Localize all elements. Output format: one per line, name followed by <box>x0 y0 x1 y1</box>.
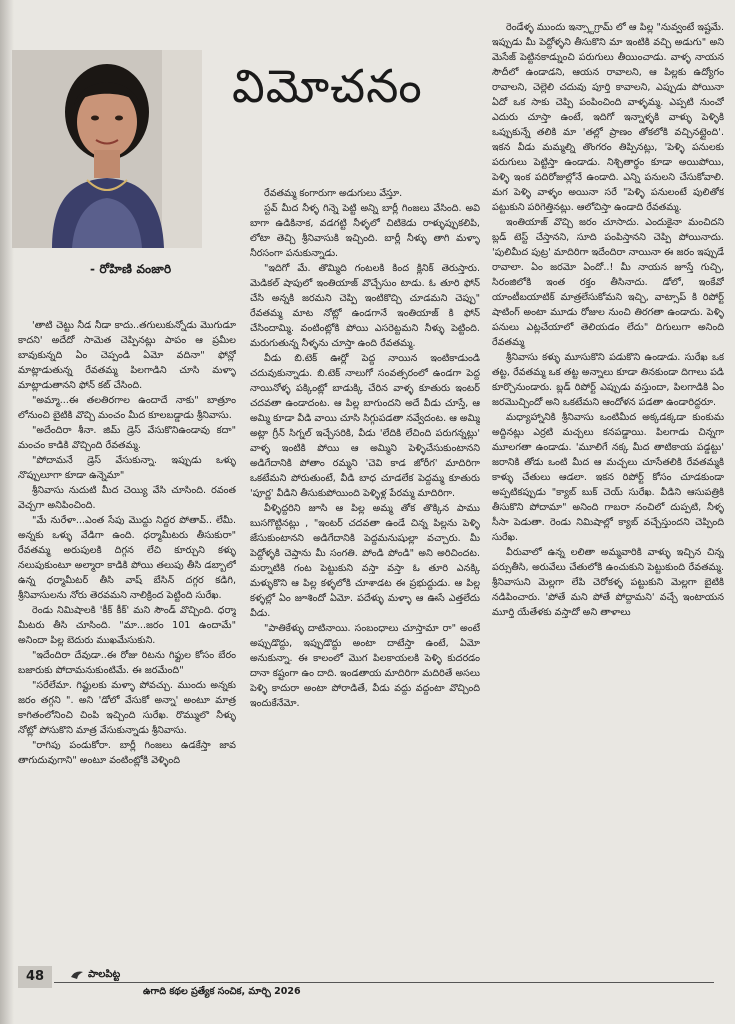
footer-divider <box>54 982 714 983</box>
paragraph: ఇంతియాజ్ వొచ్చి జరం చూసాదు. ఎందుకైనా మంచిదని బ్లడ్ టెస్ట్ చేస్తానని, సూది పంపిస్తానని చెప్పి పోయినాదు. 'పులిమీద పుట్ర' మాదిరిగా ఇదేందిరా నాయినా ఈ జరం ఇప్పుడే రావాలా. ఏం జరమో ఏందో..! మీ నాయన జూస్తే గుచ్చి, సిరంజిలోకి ఇంత రక్తం తీసినాదు. డోలో, ఇంకేవో యాంటీబయాటిక్ మాత్రలేసుకోమని ఇచ్చి, వాట్సాప్ కి రిపోర్ట్ షాటింగ్ అంటా మూడు రోజుల నుంచి తిరగతా ఉండాదు. పెళ్ళి పనులు ఎట్లచేయాలో తెలియడం లేదు" దిగులుగా అనింది రేవతమ్మ <box>492 217 724 348</box>
paragraph: వీరువాలో ఉన్న లలితా అమ్మవారికి వాళ్ళు ఇచ్చిన చిన్న పర్సుతీసి, అరువేలు చేతులోకి ఉంచుకుని పెట్టుకుంది రేవతమ్మ. శ్రీనివాసుని మెల్లగా లేపి చెరోకళ్ళ పట్టుకుని మెల్లగా బైటికి నడిపించారు. 'పోతే మని పోతే పోద్దామని' వచ్చే ఇంటాయన మూర్తి యేతేళకు వస్తాదో అని తాళాలు <box>492 547 724 618</box>
paragraph: స్టవ్ మీద నీళ్ళ గిన్నె పెట్టి అన్ని బార్లీ గింజలు వేసింది. అవి బాగా ఉడికినాక, వడగట్టి నీళ్ళలో చిటికెడు రాళ్ళుప్పుకలిపి, లోటా తెచ్చి శ్రీనివాసుకి ఇచ్చింది. బార్లీ నీళ్ళు తాగి మళ్ళా నీరసంగా పనుకున్నాడు. <box>250 203 480 259</box>
paragraph: 'తాటి చెట్టు నీడ నీడా కాదు..తగులుకున్నోడు మొగుడూ కాదని' అదేదో సామెత చెప్పినట్లు పాపం ఆ ప్రమీల బావుకున్నది ఏం చెప్పండి ఏమో వదినా" ఫోన్లో మాట్లాడుతున్న రేవతమ్మ పిలగాడిని చూసి మళ్ళా మాట్లాడుతానని ఫోన్ కట్ చేసింది. <box>18 320 236 391</box>
text-column-3 <box>492 20 724 966</box>
author-photo <box>12 50 202 248</box>
bird-icon <box>70 969 84 981</box>
paragraph: "పాతికేళ్ళు దాటినాయి. సంబంధాలు చూస్తామా రా" అంటే అప్పుడొద్దు, ఇప్పుడొద్దు అంటా దాటేస్తా ఉంటే, ఏమో అనుకున్నా. ఈ కాలంలో మొగ పిలకాయలకి పెళ్ళి కుదరడం దానా కష్టంగా ఉం దాది. ఇండతాయ మాదిరిగా మదిరితే అసలు పెళ్ళి కాదురా అంటా పోరాడితే, వీడు వద్దు వద్దంటా వొచ్చింది ఇందుకేనేమో. <box>250 623 480 709</box>
issue-label: ఉగాది కథల ప్రత్యేక సంచిక, మార్చి 2026 <box>143 986 301 997</box>
author-portrait-image <box>12 50 202 248</box>
paragraph: "సరేలేమా. గిఫ్టులకు మళ్ళా పోవచ్చు. ముందు అన్నకు జరం తగ్గని ". అని 'డోలో వేసుకో అన్నా' అంటూ మాత్ర కాగితంలోనించి చింపి ఇచ్చింది సురేఖ. రొమ్ములొ నీళ్ళు నోట్లో పోసుకొని మాత్ర వేసుకున్నాడు శ్రీనివాసు. <box>18 680 236 736</box>
text-column-2 <box>250 186 480 966</box>
article-title: విమోచనం <box>232 59 423 113</box>
paragraph: "మే నురేళా...ఎంత సేపు మొద్దు నిద్దర పోతావ్.. లేమీ. అన్నకు ఒళ్ళు వేడిగా ఉంది. ధర్మామీటరు తీసుకురా" రేవతమ్మ అరుపులకి దిగ్గన లేచి కూర్చుని కళ్ళు నలుపుకుంటూ అల్మారా కాడికి పోయి తలుపు తీసి డబ్బాలో ఉన్న ధర్మామీటర్ తీసి వాష్ బేసిన్ దగ్గర కడిగి, శ్రీనివాసులను నోరు తెరవమని నాలిక్రింద పెట్టింది సురేఖ. <box>18 515 236 601</box>
paragraph: వీడు బి.టెక్ ఊర్లో పెద్ద నాయిన ఇంటికాడుండి చదువుకున్నాడు. బి.టెక్ నాలుగో సంవత్సరంలో ఉండగా పెద్ద నాయినోళ్ళ పక్కింట్లో బాడుక్కి చేరిన వాళ్ళ కూతురు ఇంటర్ చదవతా ఉండాదంట. ఆ పిల్ల బాగుందని అదే వీడు చూస్తే, ఆ అమ్మి కూడా వీడి వాయి చూసి సిగ్గుపడతా నవ్వేదంట. ఆ అమ్మి అట్లా గ్రీన్ సిగ్నల్ ఇచ్చేసరికి, వీడు 'లేదికి లేచింది పరుగన్నట్లు' వాళ్ళ ఇంటికి పోయి ఆ అమ్మిని పెళ్ళిచేసుకుంటానని అడిగేదానికి పోతాం రమ్మని 'చెవి కాడ జోరీగ' మాదిరిగా ఒకటేమని పోరుతుంటే, వీడి బాధ చూడలేక పెద్దమ్మ కూతురు 'పూర్ణ' వీడిని తీసుకుపోయింది పెళ్ళిళ్ల పేరమ్మ మాదిరిగా. <box>250 353 480 499</box>
paragraph: "అదేందిరా శీనా. జిమ్ డ్రెస్ వేసుకొనిఉండావు కదా" మంచం కాడికి వొచ్చింది రేవతమ్మ. <box>18 425 236 451</box>
paragraph: రెండేళ్ళ ముందు ఇన్స్టాగ్రామ్ లో ఆ పిల్ల "నువ్వంటే ఇష్టమే. ఇప్పుడు మీ పెద్దోళ్ళని తీసుకొని మా ఇంటికి వచ్చి అడుగు" అని మెసేజ్ పెట్టినకాడ్నుంచి పరుగులు తీయించాడు. వాళ్ళ నాయన సౌదీలో ఉండాడని, ఆయన రావాలని, ఆ పిల్లకు ఉద్యోగం రావాలని, చెల్లెలి చదువు పూర్తి కావాలని, ఎప్పుడు పోయినా ఏదో ఒక సాకు చెప్పి పంపించింది వాళ్ళమ్మ. ఎప్పటి నుంచో ఎదురు చూస్తా ఉంటే, ఇదిగో ఇన్నాళ్ళకి వాళ్ళు పెళ్ళికి ఒప్పుకున్నే తలికి మా 'తల్లో ప్రాణం తోకలోకి వచ్చినట్లైంది'. ఇకన వీడు మమ్మల్ని తొంగరం తిప్పినట్లు, 'పెళ్ళి పనులకు పరుగులు పెట్టిస్తా ఉండాడు. నిశ్చితార్థం కూడా అయిపోయి, పెళ్ళి ఇంక పదిరోజుల్లోనే ఉండాది. ఎన్ని పనులని చేసుకోవాలి. మగ పెళ్ళి వాళ్ళం అయినా సరే "పెళ్ళి పనులంటే పులితోక పట్టుకుని పరిగెత్తినట్లు. ఆలోచిస్తా ఉండాది రేవతమ్మ. <box>492 22 724 213</box>
paragraph: "పోదామనే డ్రెస్ వేసుకున్నా. ఇప్పుడు ఒళ్ళు నొప్పులూగా కూడా ఉన్నెమా" <box>18 455 236 481</box>
paragraph: వీళ్ళిద్దరిని జూసి ఆ పిల్ల అమ్మ తోక తొక్కిన పాము బుసగొట్టినట్లు , "ఇంటర్ చదవతా ఉండే చిన్న పిల్లను పెళ్ళి జేసుకుంటానని అడిగేదానికి పెద్దమనుషుల్లా వచ్చారు. మీ పెద్దోళ్ళకి చెప్తాను మీ సంగతి. పోండి పోండి" అని అరిచిందట. మర్నాటికి గంట పెట్టుకుని వస్తా వస్తా ఓ తూరి ఎనక్కి మళ్ళుకొని ఆ పిల్ల కళ్ళలోకి చూశాడట ఈ ప్రభుద్దుడు. ఆ పిల్ల కళ్ళల్లో ఏం జూశిందో ఏమో. పదేళ్ళు మళ్ళా ఆ ఊసే ఎత్తలేదు వీడు. <box>250 503 480 619</box>
paragraph: "అమ్మా...ఈ తలతిరగాల ఉందాదే నాకు" బాత్రూం లోనుంచి బైటికి వొచ్చి మంచం మీద కూలబడ్డాడు శ్రీనివాసు. <box>18 395 236 421</box>
paragraph: "రాగిపు పండుకోరా. బార్లీ గింజలు ఉడకేస్తా జావ తాగుదువుగాని" అంటూ వంటింట్లోకి వెళ్ళింది <box>18 740 236 766</box>
author-byline: - రోహిణి వంజారి <box>90 262 172 276</box>
paragraph: శ్రీనివాసు నుదుటి మీద చెయ్యి వేసి చూసింది. రవంత వెచ్చగా అనిపించింది. <box>18 485 236 511</box>
paragraph: శ్రీనివాసు కళ్ళు మూసుకొని పడుకొని ఉండాడు. సురేఖ ఒక తట్ట, రేవతమ్మ ఒక తట్ట అన్నాలు కూడా తినకుండా దిగాలు పడి కూర్చొనుండారు. బ్లడ్ రిపోర్ట్ ఎప్పుడు వస్తుందా, పిలగాడికి ఏం జరమొచ్చిందో అని ఒకటేమని ఆందోళన పడతా ఉండారిద్దరూ. <box>492 352 724 408</box>
text-column-1 <box>18 318 236 963</box>
paragraph: రెండు నిమిషాలకి 'కీక్ కీక్' మని సౌండ్ వొచ్చింది. ధర్మా మీటరు తీసి చూసింది. "మా...జరం 101 ఉందామే" అనిందా పిల్ల బెదురు ముఖమేసుకుని. <box>18 605 236 646</box>
page-footer <box>18 966 718 1006</box>
page-number: 48 <box>18 966 52 988</box>
paragraph: "ఇదేందిరా దేవుడా..ఈ రోజు రిటను గిఫ్టుల కోసం బేరం బజారుకు పోదామనుకుంటిమే. ఈ జరమేంది" <box>18 650 236 676</box>
paragraph: "ఇదిగో మే. తొమ్మిది గంటలకి కింద క్లినిక్ తెరుస్తారు. మెడికల్ షాపులో ఇంతియాజ్ వొచ్చేసుం టాడు. ఓ తూరి ఫోన్ చేసి అన్నకి జరమని చెప్పి ఇంటికొచ్చి చూడమని చెప్పు" రేవతమ్మ మాట నోట్లో ఉండగానే ఇంతియాజ్ కి ఫోన్ చేసిందామ్మి. వంటింట్లోకి పోయి ఎసరెట్టమని నీళ్ళు పెట్టింది. మరుగుతున్న నీళ్ళను చూస్తా ఉంది రేవతమ్మ. <box>250 263 480 349</box>
paragraph: రేవతమ్మ కంగారుగా అడుగులు వేస్తూ. <box>264 188 403 199</box>
paragraph: మధ్యాహ్నానికి శ్రీనివాసు ఒంటిమీద అక్కడక్కడా కుంకుమ అద్దినట్లు ఎర్రటి మచ్చలు కనపడ్డాయి. పిలగాడు చిన్నగా మూలగతా ఉండాడు. 'మూలిగే నక్క మీద తాటికాయ పడ్డట్టు' జరానికి తోడు ఒంటి మీద ఆ మచ్చలు చూసేతలికి రేవతమ్మకి కాళ్ళు చేతులు ఆడలా. ఇకన రిపోర్ట్ కోసం చూడకుండా అప్పటికప్పుడు "క్యాబ్ బుక్ చెయ్ సురేఖ. వీడిని ఆసుపత్రికి తీసుకొని పోదామా" అనింది గాబరా నంచిలో దుప్పటి, నీళ్ళ సీసా పెడుతా. రెండు నిమిషాల్లో క్యాబ్ వచ్చేస్తుందని చెప్పింది సురేఖ. <box>492 412 724 543</box>
magazine-name: పాలపిట్ట <box>88 969 121 980</box>
